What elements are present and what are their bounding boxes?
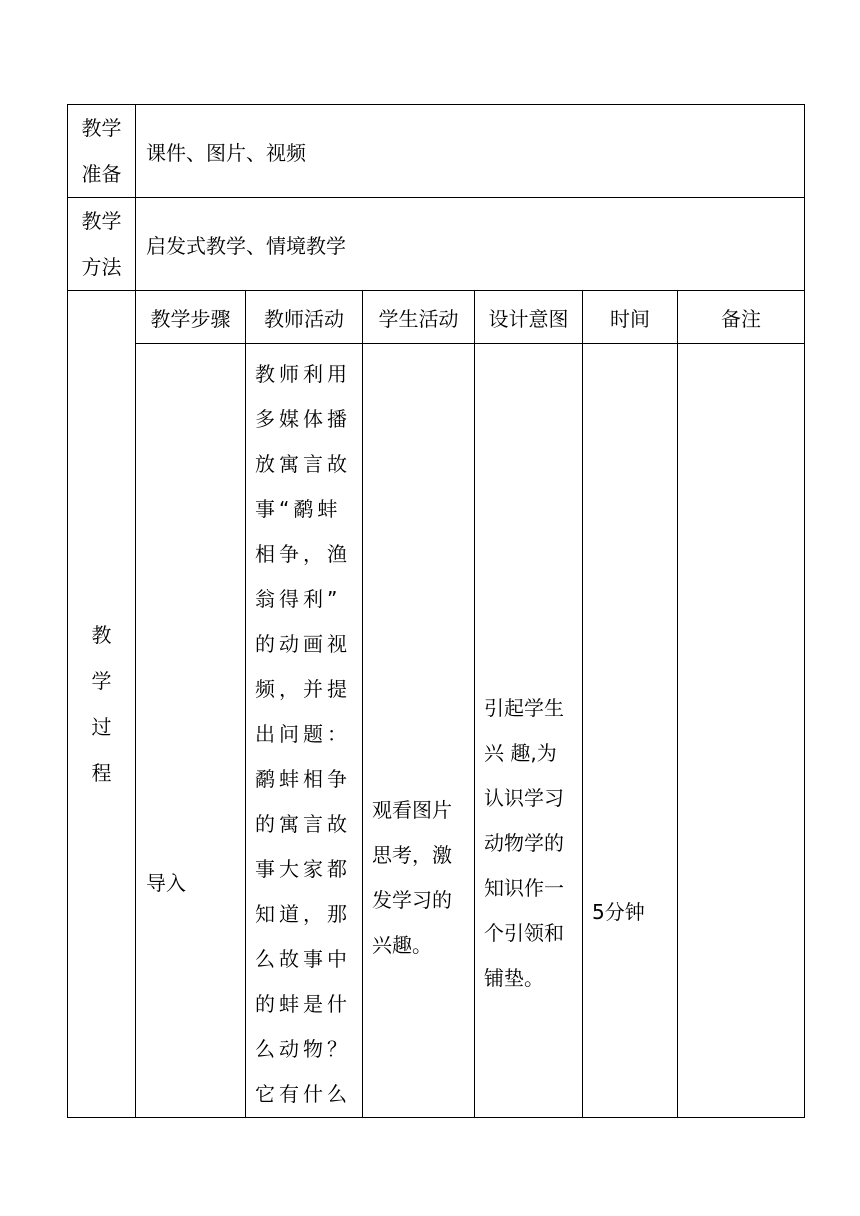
teacher-line: 事“鹬蚌 bbox=[255, 497, 342, 521]
method-label-line: 方法 bbox=[81, 255, 122, 279]
design-line: 知识作一 bbox=[484, 875, 564, 900]
header-teacher: 教师活动 bbox=[246, 291, 363, 344]
note-cell bbox=[678, 344, 805, 1118]
teacher-line: 多媒体播 bbox=[255, 407, 351, 431]
prep-label-line: 教学 bbox=[81, 116, 122, 140]
lesson-plan-table bbox=[67, 104, 805, 1118]
teacher-line: 的蚌是什 bbox=[255, 992, 351, 1016]
teacher-line: 么动物？ bbox=[255, 1037, 351, 1061]
teacher-line: 相争，渔 bbox=[255, 542, 351, 566]
process-header-row bbox=[68, 291, 805, 344]
time-cell: 5分钟 bbox=[583, 344, 678, 1118]
prep-row bbox=[68, 105, 805, 198]
process-label-char: 程 bbox=[91, 761, 112, 785]
header-note: 备注 bbox=[678, 291, 805, 344]
teacher-line: 的寓言故 bbox=[255, 812, 351, 836]
prep-label-line: 准备 bbox=[81, 162, 122, 186]
process-row-intro bbox=[68, 344, 805, 1118]
header-step: 教学步骤 bbox=[136, 291, 246, 344]
header-design: 设计意图 bbox=[475, 291, 583, 344]
prep-label bbox=[68, 105, 136, 198]
teacher-line: 翁得利” bbox=[255, 587, 342, 611]
design-line: 引起学生 bbox=[484, 695, 564, 720]
student-line: 观看图片 bbox=[372, 798, 452, 822]
header-student: 学生活动 bbox=[363, 291, 475, 344]
design-line: 个引领和 bbox=[484, 920, 564, 945]
method-label-line: 教学 bbox=[81, 209, 122, 233]
student-line: 发学习的 bbox=[372, 888, 452, 912]
student-activity-cell bbox=[363, 344, 475, 1118]
process-label-char: 学 bbox=[91, 669, 112, 693]
teacher-activity-cell bbox=[246, 344, 363, 1118]
teacher-line: 出问题： bbox=[255, 722, 351, 746]
step-cell: 导入 bbox=[136, 344, 246, 1118]
student-line: 兴趣。 bbox=[372, 933, 432, 957]
teacher-line: 鹬蚌相争 bbox=[255, 767, 351, 791]
teacher-line: 么故事中 bbox=[255, 947, 351, 971]
student-line: 思考，激 bbox=[372, 843, 452, 867]
method-label bbox=[68, 198, 136, 291]
design-line: 铺垫。 bbox=[484, 965, 544, 990]
teacher-line: 的动画视 bbox=[255, 632, 351, 656]
design-line: 兴 趣,为 bbox=[484, 740, 557, 765]
process-label-char: 教 bbox=[91, 623, 112, 647]
design-intent-cell bbox=[475, 344, 583, 1118]
method-content: 启发式教学、情境教学 bbox=[136, 198, 805, 291]
method-row bbox=[68, 198, 805, 291]
teacher-line: 放寓言故 bbox=[255, 452, 351, 476]
teacher-line: 频，并提 bbox=[255, 677, 351, 701]
header-time: 时间 bbox=[583, 291, 678, 344]
teacher-line: 教师利用 bbox=[255, 362, 351, 386]
prep-content: 课件、图片、视频 bbox=[136, 105, 805, 198]
process-label bbox=[68, 291, 136, 1118]
teacher-line: 事大家都 bbox=[255, 857, 351, 881]
design-line: 认识学习 bbox=[484, 785, 564, 810]
teacher-line: 知道，那 bbox=[255, 902, 351, 926]
process-label-char: 过 bbox=[91, 715, 112, 739]
design-line: 动物学的 bbox=[484, 830, 564, 855]
teacher-line: 它有什么 bbox=[255, 1082, 351, 1106]
